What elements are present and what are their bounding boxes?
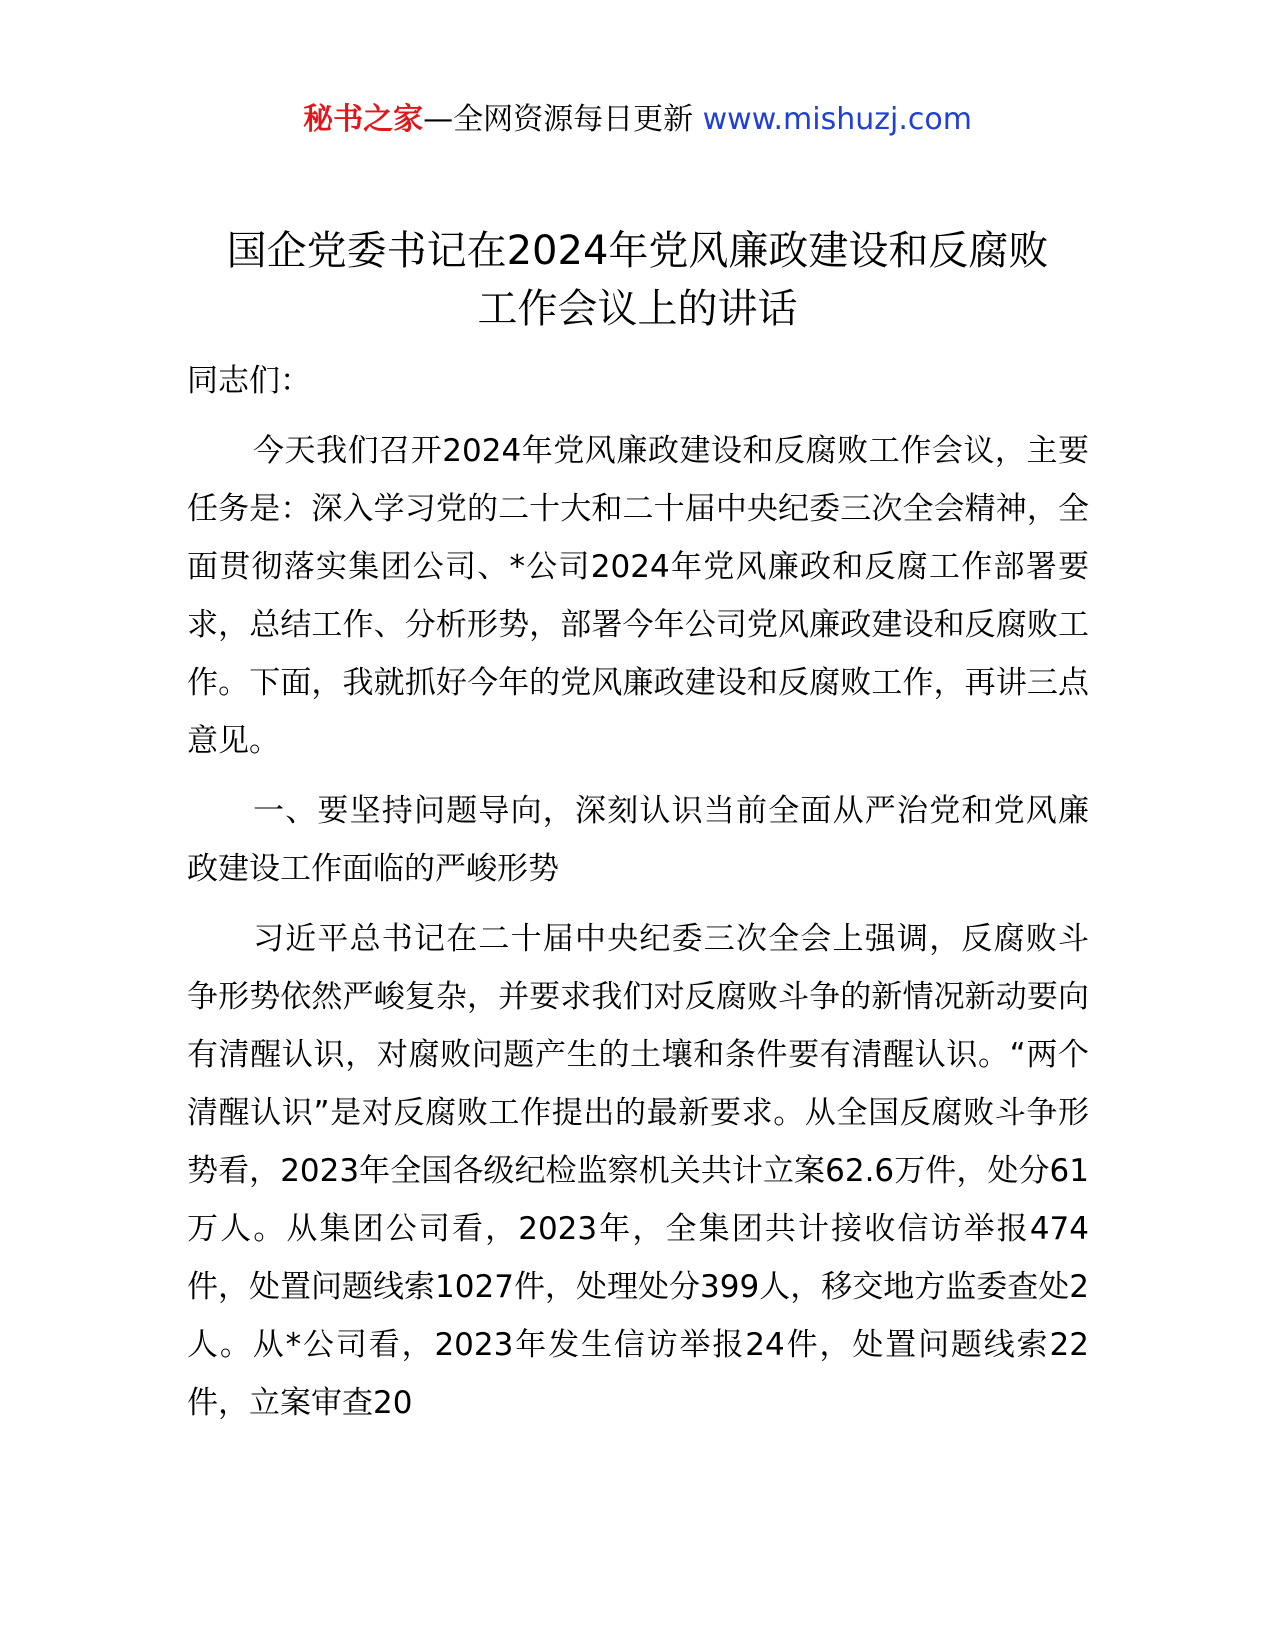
document-title xyxy=(160,222,1115,338)
site-banner xyxy=(0,100,1275,140)
section-heading-1: 一、要坚持问题导向，深刻认识当前全面从严治党和党风廉政建设工作面临的严峻形势 xyxy=(187,793,1089,887)
title-line-1: 国企党委书记在2024年党风廉政建设和反腐败 xyxy=(226,228,1049,274)
salutation: 同志们： xyxy=(187,363,311,399)
banner-tagline: —全网资源每日更新 xyxy=(423,102,703,137)
site-url-link[interactable]: www.mishuzj.com xyxy=(702,102,972,137)
paragraph-situation: 习近平总书记在二十届中央纪委三次全会上强调，反腐败斗争形势依然严峻复杂，并要求我们对反腐败斗争的新情况新动要向有清醒认识，对腐败问题产生的土壤和条件要有清醒认识。“两个清醒认识”是对反腐败工作提出的最新要求。从全国反腐败斗争形势看，2023年全国各级纪检监察机关共计立案62.6万件，处分61万人。从集团公司看，2023年，全集团共计接收信访举报474件，处置问题线索1027件，处理处分399人，移交地方监委查处2人。从*公司看，2023年发生信访举报24件，处置问题线索22件，立案审查20 xyxy=(187,921,1089,1421)
title-line-2: 工作会议上的讲话 xyxy=(477,286,798,332)
paragraph-intro: 今天我们召开2024年党风廉政建设和反腐败工作会议，主要任务是：深入学习党的二十大和二十届中央纪委三次全会精神，全面贯彻落实集团公司、*公司2024年党风廉政和反腐工作部署要求，总结工作、分析形势，部署今年公司党风廉政建设和反腐败工作。下面，我就抓好今年的党风廉政建设和反腐败工作，再讲三点意见。 xyxy=(187,433,1089,759)
document-body xyxy=(187,352,1089,1444)
brand-name: 秘书之家 xyxy=(303,102,424,137)
